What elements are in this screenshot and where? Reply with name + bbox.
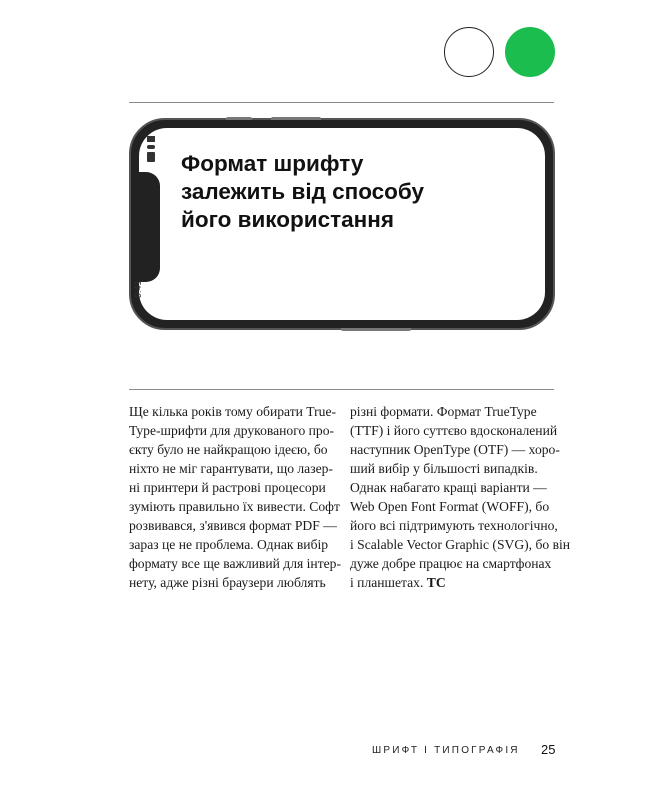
text-line: (TTF) і його суттєво вдосконалений: [350, 423, 558, 438]
phone-heading: [181, 150, 501, 234]
text-line-last: [350, 573, 555, 592]
right-text-column: [350, 402, 571, 592]
heading-line: залежить від способу: [181, 179, 425, 204]
mid-divider: [129, 389, 554, 390]
heading-line: Формат шрифту: [181, 151, 364, 176]
text-line: і Scalable Vector Graphic (SVG), бо він: [350, 537, 571, 552]
phone-illustration: [129, 118, 555, 330]
text-line: Web Open Font Format (WOFF), бо: [350, 499, 550, 514]
battery-icon: [147, 152, 155, 162]
text-line: ні принтери й растрові процесори: [129, 480, 326, 495]
text-line: Ще кілька років тому обирати True-: [129, 404, 337, 419]
phone-side-button: [226, 117, 252, 120]
green-circle-decoration: [505, 27, 555, 77]
text-line: Type-шрифти для друкованого про-: [129, 423, 335, 438]
page-number: 25: [541, 742, 556, 757]
text-line: ніхто не міг гарантувати, що лазер-: [129, 461, 333, 476]
footer-section-title: ШРИФТ І ТИПОГРАФІЯ: [372, 745, 520, 756]
top-divider: [129, 102, 554, 103]
outline-circle-decoration: [444, 27, 494, 77]
text-line: зараз це не проблема. Однак вибір: [129, 537, 329, 552]
text-line: нету, адже різні браузери люблять: [129, 575, 326, 590]
phone-time: 9:41: [133, 280, 143, 298]
text-line: зуміють правильно їх вивести. Софт: [129, 499, 340, 514]
phone-power-button: [341, 328, 411, 331]
text-line: його всі підтримують технологічно,: [350, 518, 558, 533]
status-icons: [147, 136, 159, 168]
wifi-icon: [147, 145, 155, 149]
author-signature: ТС: [426, 575, 446, 590]
text-line: розвивався, з'явився формат PDF —: [129, 518, 337, 533]
text-line: формату все ще важливий для інтер-: [129, 556, 342, 571]
text-fragment: і планшетах.: [350, 575, 424, 590]
text-line: дуже добре працює на смартфонах: [350, 556, 552, 571]
text-line: різні формати. Формат TrueType: [350, 404, 537, 419]
left-text-column: [129, 402, 342, 592]
text-line: єкту було не найкращою ідеєю, бо: [129, 442, 328, 457]
text-line: Однак набагато кращі варіанти —: [350, 480, 547, 495]
heading-line: його використання: [181, 207, 394, 232]
signal-icon: [147, 136, 155, 142]
phone-notch: [137, 172, 160, 282]
text-line: наступник OpenType (OTF) — хоро-: [350, 442, 560, 457]
text-line: ший вибір у більшості випадків.: [350, 461, 538, 476]
phone-screen: [133, 128, 545, 320]
phone-volume-button: [271, 117, 321, 120]
